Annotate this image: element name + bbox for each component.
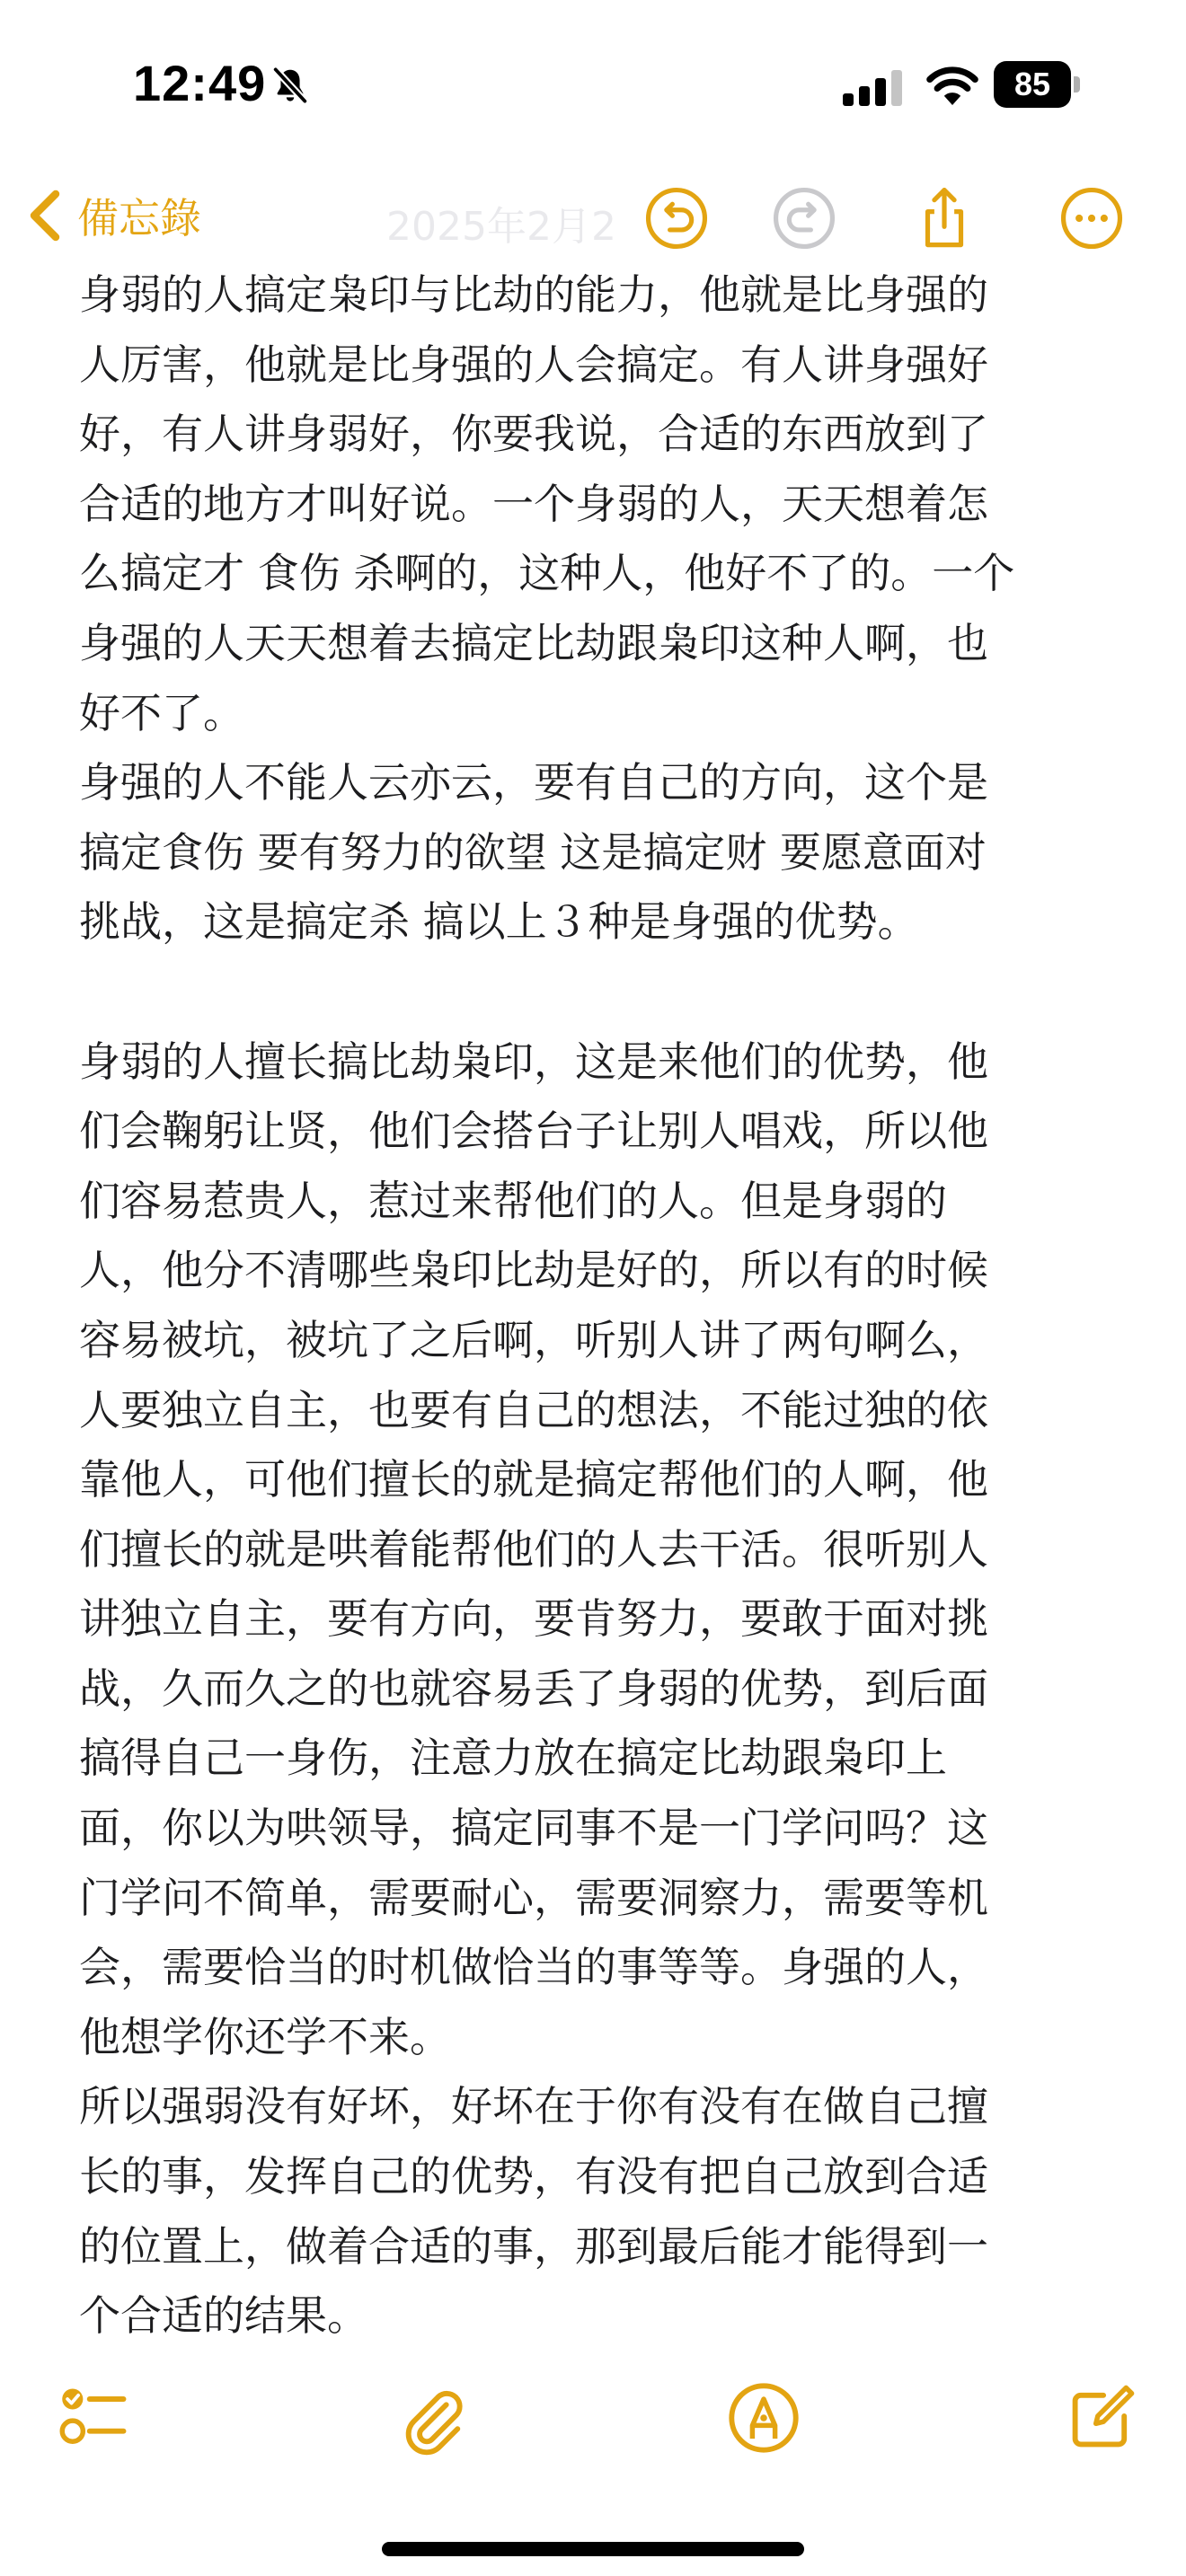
note-line: 人，他分不清哪些枭印比劫是好的，所以有的时候 <box>79 1246 988 1295</box>
battery-icon <box>994 61 1080 108</box>
note-line: 挑战，这是搞定杀 搞以上３种是身强的优势。 <box>79 897 919 947</box>
note-line: 好不了。 <box>79 688 244 737</box>
bottom-toolbar <box>0 2380 1186 2479</box>
cellular-signal-icon <box>843 70 904 106</box>
note-date: 2025年2月2 <box>386 204 616 250</box>
note-line: 所以强弱没有好坏，好坏在于你有没有在做自己擅 <box>79 2082 988 2131</box>
markup-pen-icon[interactable] <box>726 2380 801 2456</box>
back-button[interactable] <box>27 181 243 250</box>
paperclip-icon[interactable] <box>395 2380 471 2456</box>
note-line: 人厉害，他就是比身强的人会搞定。有人讲身强好 <box>79 340 988 389</box>
note-line: 么搞定才 食伤 杀啊的，这种人，他好不了的。一个 <box>79 549 1015 598</box>
note-line: 身弱的人擅长搞比劫枭印，这是来他们的优势，他 <box>79 1037 988 1086</box>
battery-level: 85 <box>1013 66 1051 102</box>
note-line: 合适的地方才叫好说。一个身弱的人，天天想着怎 <box>79 479 988 528</box>
note-line: 战，久而久之的也就容易丢了身弱的优势，到后面 <box>79 1663 988 1713</box>
note-line: 的位置上，做着合适的事，那到最后能才能得到一 <box>79 2221 988 2271</box>
battery-cap <box>1074 76 1080 93</box>
note-line: 身强的人天天想着去搞定比劫跟枭印这种人啊，也 <box>79 618 988 667</box>
back-label: 備忘錄 <box>77 194 201 243</box>
note-line: 们容易惹贵人，惹过来帮他们的人。但是身弱的 <box>79 1176 947 1225</box>
battery-body <box>994 61 1071 108</box>
checklist-icon[interactable] <box>58 2380 133 2456</box>
note-line: 身弱的人搞定枭印与比劫的能力，他就是比身强的 <box>79 270 988 319</box>
note-line: 搞定食伤 要有努力的欲望 这是搞定财 要愿意面对 <box>79 827 987 877</box>
chevron-left-icon <box>27 189 63 243</box>
note-line: 容易被坑，被坑了之后啊，听别人讲了两句啊么， <box>79 1315 988 1364</box>
compose-icon[interactable] <box>1064 2380 1139 2456</box>
note-line: 靠他人，可他们擅长的就是搞定帮他们的人啊，他 <box>79 1455 988 1504</box>
share-icon[interactable] <box>911 185 978 251</box>
status-time: 12:49 <box>133 55 267 111</box>
note-line: 面，你以为哄领导，搞定同事不是一门学问吗？这 <box>79 1804 988 1853</box>
nav-bar <box>0 171 1186 260</box>
wifi-icon <box>925 63 979 106</box>
note-line: 长的事，发挥自己的优势，有没有把自己放到合适 <box>79 2152 988 2201</box>
note-line: 搞得自己一身伤，注意力放在搞定比劫跟枭印上 <box>79 1734 947 1783</box>
note-line: 他想学你还学不来。 <box>79 2012 451 2061</box>
note-line: 好，有人讲身弱好，你要我说，合适的东西放到了 <box>79 410 988 459</box>
note-line: 门学问不简单，需要耐心，需要洞察力，需要等机 <box>79 1873 988 1922</box>
note-body[interactable] <box>79 260 1121 2351</box>
note-line: 们会鞠躬让贤，他们会搭台子让别人唱戏，所以他 <box>79 1107 988 1156</box>
status-bar <box>0 0 1186 171</box>
more-icon[interactable] <box>1058 185 1125 251</box>
note-line: 们擅长的就是哄着能帮他们的人去干活。很听别人 <box>79 1524 988 1574</box>
note-line: 个合适的结果。 <box>79 2291 368 2341</box>
bell-slash-icon <box>270 65 311 106</box>
home-indicator <box>382 2542 804 2556</box>
redo-icon[interactable] <box>771 185 837 251</box>
undo-icon[interactable] <box>643 185 710 251</box>
note-blank-line <box>79 957 1121 1028</box>
note-line: 人要独立自主，也要有自己的想法，不能过独的依 <box>79 1385 988 1434</box>
note-line: 身强的人不能人云亦云，要有自己的方向，这个是 <box>79 758 988 807</box>
note-line: 会，需要恰当的时机做恰当的事等等。身强的人， <box>79 1943 988 1992</box>
note-line: 讲独立自主，要有方向，要肯努力，要敢于面对挑 <box>79 1594 988 1644</box>
